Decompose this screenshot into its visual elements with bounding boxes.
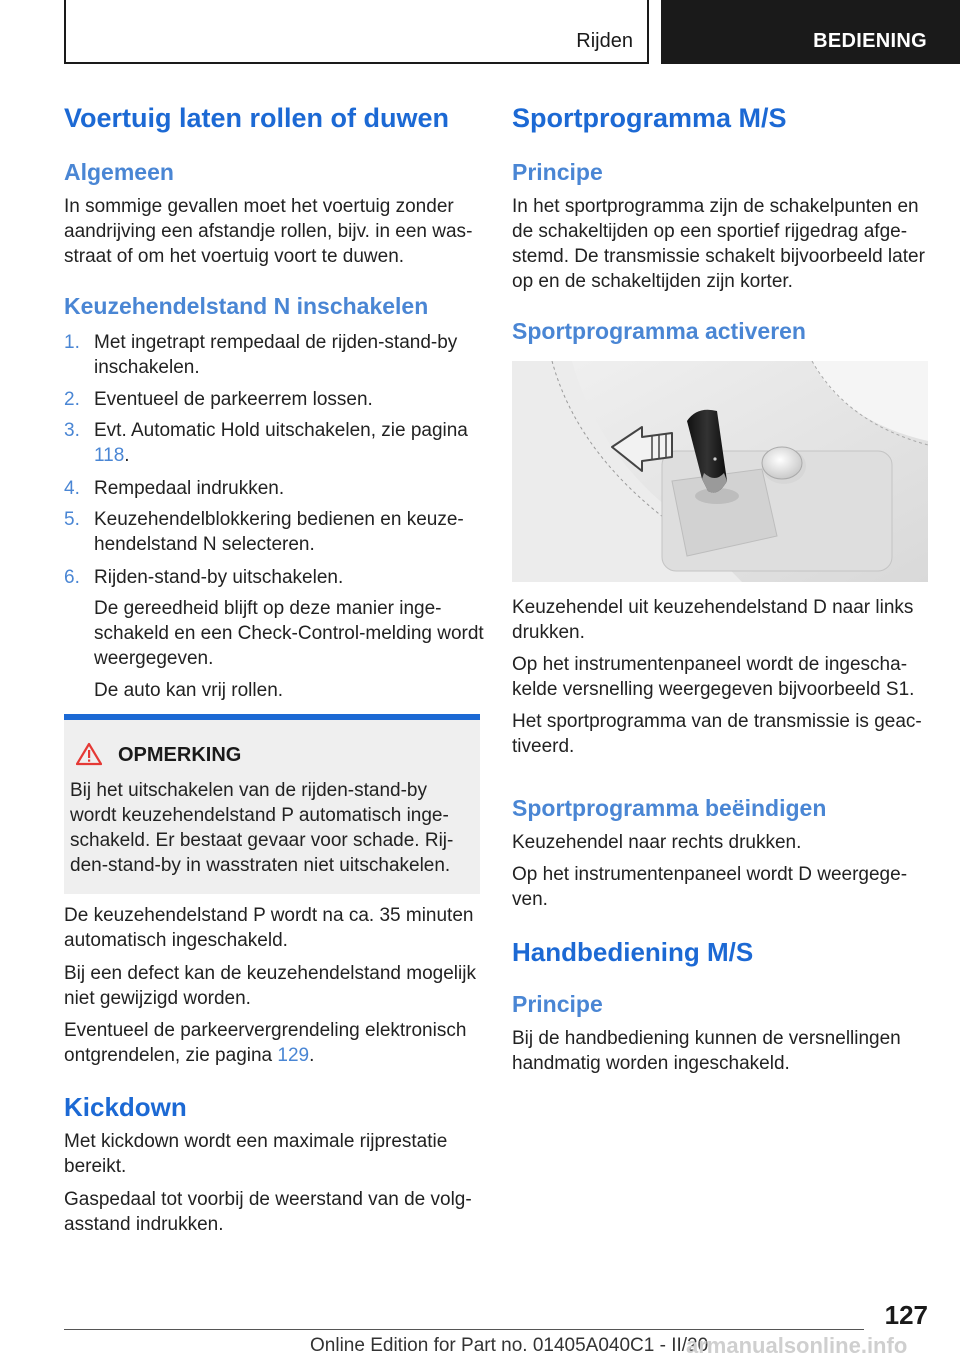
paragraph-end-1: Keuzehendel naar rechts drukken. <box>512 832 802 853</box>
gear-selector-image <box>512 361 928 582</box>
step-text <box>94 418 484 468</box>
paragraph-kickdown-1: Met kickdown wordt een maximale rijprestatie bereikt. <box>64 1131 448 1177</box>
warning-triangle-icon <box>76 742 102 766</box>
paragraph-text-part: Eventueel de parkeervergrendeling elektronisch ontgrendelen, zie pagina <box>64 1020 467 1066</box>
watermark: armanualsonline.info <box>686 1333 908 1358</box>
list-item <box>64 507 484 557</box>
list-item <box>64 565 484 590</box>
paragraph-kickdown-2: Gaspedaal tot voorbij de weerstand van de volgasstand indrukken. <box>64 1189 472 1235</box>
step-text: Rempedaal indrukken. <box>94 478 285 499</box>
warning-note <box>64 714 480 894</box>
header-chapter-tab <box>661 0 960 64</box>
paragraph-general: In sommige gevallen moet het voertuig zonder aandrijving een afstandje rollen, bijv. in een wasstraat of om het voertuig voort te duwen. <box>64 196 473 267</box>
note-body: Bij het uitschakelen van de rijden-stand-by wordt keuzehendelstand P automatisch ingeschakeld. Er bestaat gevaar voor schade. Rijden-stand-by in wasstraten niet uitschakelen. <box>70 780 454 876</box>
step-number: 2. <box>64 389 80 410</box>
paragraph-auto-park: De keuzehendelstand P wordt na ca. 35 minuten automatisch ingeschakeld. <box>64 905 474 951</box>
subheading-neutral: Keuzehendelstand N inschakelen <box>64 293 429 319</box>
gear-selector-illustration <box>512 361 928 582</box>
list-item <box>64 387 484 412</box>
section-title-manual: Handbediening M/S <box>512 937 754 967</box>
step-number: 5. <box>64 509 80 530</box>
paragraph-manual-principle: Bij de handbediening kunnen de versnellingen handmatig worden ingeschakeld. <box>512 1028 901 1074</box>
paragraph-activate-2: Op het instrumentenpaneel wordt de ingeschakelde versnelling weergegeven bijvoorbeeld S1. <box>512 654 915 700</box>
step-number: 3. <box>64 420 80 441</box>
step-number: 4. <box>64 478 80 499</box>
footer-divider <box>64 1329 864 1330</box>
paragraph-end-2: Op het instrumentenpaneel wordt D weergegeven. <box>512 864 908 910</box>
step-text: Rijden-stand-by uitschakelen. <box>94 567 344 588</box>
paragraph-defect: Bij een defect kan de keuzehendelstand mogelijk niet gewijzigd worden. <box>64 963 476 1009</box>
list-item <box>64 418 484 468</box>
header-section-label: Rijden <box>576 30 633 52</box>
subheading-principle: Principe <box>512 159 603 185</box>
section-title-roll-push: Voertuig laten rollen of duwen <box>64 103 450 133</box>
subheading-activate: Sportprogramma activeren <box>512 318 806 344</box>
subheading-general: Algemeen <box>64 159 174 185</box>
paragraph-principle: In het sportprogramma zijn de schakelpunten en de schakeltijden op een sportief rijgedrag afgestemd. De transmissie schakelt bijvoorbeeld later op en de schakeltijden zijn korter. <box>512 196 925 292</box>
step-number: 1. <box>64 332 80 353</box>
paragraph-unlock <box>64 1018 484 1068</box>
step-text-part: Evt. Automatic Hold uitschakelen, zie pagina <box>94 420 468 441</box>
step-number: 6. <box>64 567 80 588</box>
page-link-118[interactable]: 118 <box>94 445 125 466</box>
step-text-part: . <box>124 445 130 466</box>
page-number: 127 <box>884 1300 928 1330</box>
step6-note: De gereedheid blijft op deze manier ingeschakeld en een Check-Control-melding wordt weergegeven. <box>94 598 484 669</box>
step-text: Met ingetrapt rempedaal de rijden-stand-by inschakelen. <box>94 332 458 378</box>
paragraph-activate-3: Het sportprogramma van de transmissie is geactiveerd. <box>512 711 922 757</box>
list-item <box>64 476 484 501</box>
step-text: Keuzehendelblokkering bedienen en keuzehendelstand N selecteren. <box>94 509 464 555</box>
header-chapter-label: BEDIENING <box>813 30 927 52</box>
paragraph-text-part: . <box>309 1045 315 1066</box>
note-title: OPMERKING <box>118 744 242 766</box>
list-item <box>64 330 484 380</box>
step-text: Eventueel de parkeerrem lossen. <box>94 389 373 410</box>
section-title-kickdown: Kickdown <box>64 1092 187 1122</box>
section-title-sport: Sportprogramma M/S <box>512 103 787 133</box>
page-link-129[interactable]: 129 <box>277 1045 310 1066</box>
footer-edition: Online Edition for Part no. 01405A040C1 - II/20 <box>310 1335 709 1356</box>
step6-note-roll: De auto kan vrij rollen. <box>94 680 284 701</box>
header-section-tab <box>64 0 649 64</box>
subheading-manual-principle: Principe <box>512 991 603 1017</box>
subheading-end: Sportprogramma beëindigen <box>512 795 827 821</box>
paragraph-activate-1: Keuzehendel uit keuzehendelstand D naar links drukken. <box>512 597 914 643</box>
